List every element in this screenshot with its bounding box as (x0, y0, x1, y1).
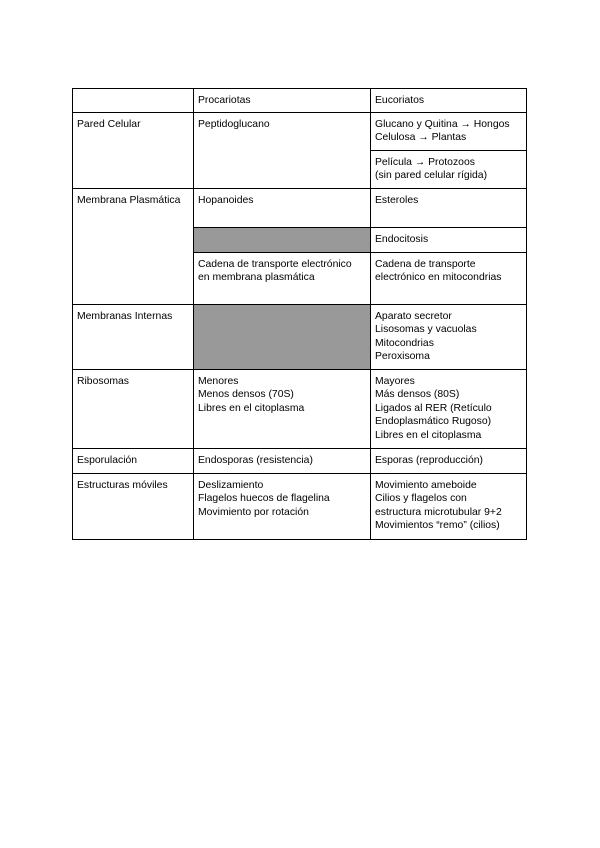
cell-membrane-prokaryotes-transport: Cadena de transporte electrónico en membrana plasmática (194, 253, 371, 305)
cell-motility-eukaryotes: Movimiento ameboide Cilios y flagelos con estructura microtubular 9+2 Movimientos “remo” (cilios) (371, 474, 527, 540)
cell-wall-eukaryotes-protozoa: Película → Protozoos (sin pared celular rígida) (371, 151, 527, 189)
header-eukaryotes (371, 89, 527, 113)
cell-internal-eukaryotes: Aparato secretor Lisosomas y vacuolas Mitocondrias Peroxisoma (371, 305, 527, 370)
header-prokaryotes (194, 89, 371, 113)
cell-membrane-prokaryotes-hopanoids: Hopanoides (194, 189, 371, 228)
table-row (73, 189, 527, 228)
table-row (73, 370, 527, 449)
header-eukaryotes-label: Eucoriatos (375, 95, 425, 106)
cell-membrane-eukaryotes-sterols: Esteroles (371, 189, 527, 228)
comparison-table (72, 88, 527, 540)
cell-membrane-eukaryotes-transport: Cadena de transporte electrónico en mitocondrias (371, 253, 527, 305)
cell-wall-prokaryotes: Peptidoglucano (194, 113, 371, 189)
header-row (73, 89, 527, 113)
table-row (73, 113, 527, 151)
row-label-cell-wall: Pared Celular (73, 113, 194, 189)
cell-sporulation-eukaryotes: Esporas (reproducción) (371, 449, 527, 474)
shaded-empty-cell (194, 305, 371, 370)
cell-sporulation-prokaryotes: Endosporas (resistencia) (194, 449, 371, 474)
row-label-plasma-membrane: Membrana Plasmática (73, 189, 194, 305)
cell-ribosomes-eukaryotes: Mayores Más densos (80S) Ligados al RER (Retículo Endoplasmático Rugoso) Libres en el citoplasma (371, 370, 527, 449)
header-blank-cell (73, 89, 194, 113)
cell-membrane-eukaryotes-endocytosis: Endocitosis (371, 228, 527, 253)
row-label-motility: Estructuras móviles (73, 474, 194, 540)
row-label-ribosomes: Ribosomas (73, 370, 194, 449)
cell-ribosomes-prokaryotes: Menores Menos densos (70S) Libres en el citoplasma (194, 370, 371, 449)
cell-wall-eukaryotes-fungi-plants: Glucano y Quitina → Hongos Celulosa → Plantas (371, 113, 527, 151)
header-prokaryotes-label: Procariotas (198, 95, 251, 106)
cell-motility-prokaryotes: Deslizamiento Flagelos huecos de flagelina Movimiento por rotación (194, 474, 371, 540)
table-row (73, 474, 527, 540)
table-row (73, 305, 527, 370)
row-label-internal-membranes: Membranas Internas (73, 305, 194, 370)
row-label-sporulation: Esporulación (73, 449, 194, 474)
table-row (73, 449, 527, 474)
shaded-empty-cell (194, 228, 371, 253)
